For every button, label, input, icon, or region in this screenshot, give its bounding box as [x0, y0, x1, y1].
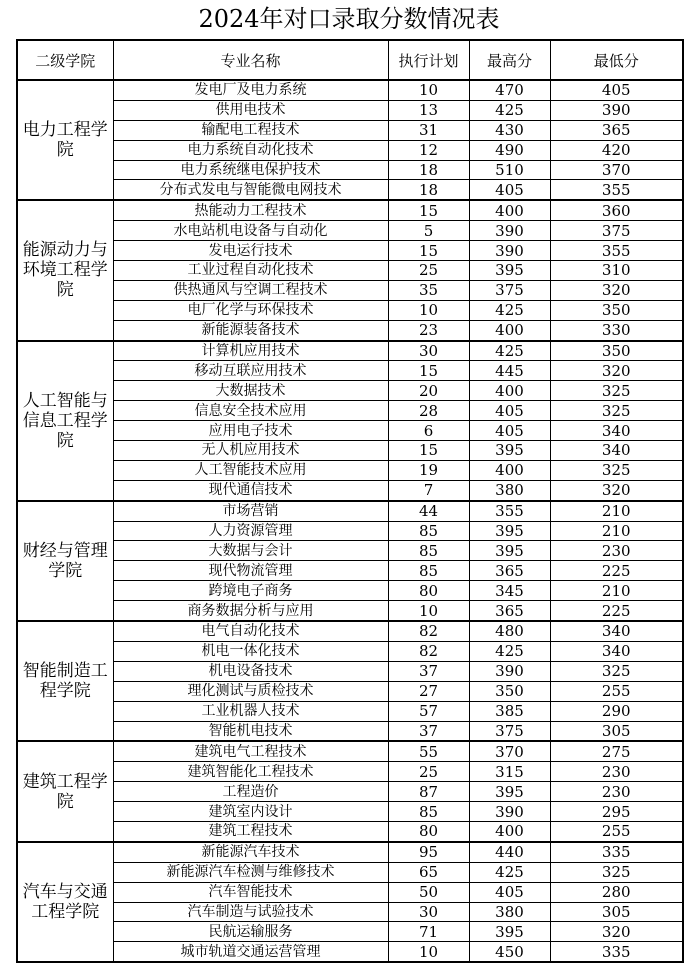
major-cell: 供用电技术: [113, 100, 388, 120]
max-score-cell: 425: [469, 300, 550, 320]
plan-cell: 15: [388, 441, 469, 461]
min-score-cell: 350: [550, 300, 683, 320]
min-score-cell: 335: [550, 842, 683, 862]
table-row: [17, 441, 683, 461]
min-score-cell: 280: [550, 882, 683, 902]
min-score-cell: 370: [550, 160, 683, 180]
min-score-cell: 340: [550, 441, 683, 461]
max-score-cell: 440: [469, 842, 550, 862]
major-cell: 机电设备技术: [113, 661, 388, 681]
min-score-cell: 340: [550, 641, 683, 661]
major-cell: 移动互联应用技术: [113, 361, 388, 381]
min-score-cell: 335: [550, 942, 683, 962]
major-cell: 机电一体化技术: [113, 641, 388, 661]
min-score-cell: 305: [550, 902, 683, 922]
major-cell: 智能机电技术: [113, 721, 388, 741]
max-score-cell: 395: [469, 261, 550, 281]
min-score-cell: 210: [550, 581, 683, 601]
plan-cell: 10: [388, 942, 469, 962]
college-cell: 建筑工程学院: [17, 741, 113, 841]
major-cell: 电力系统继电保护技术: [113, 160, 388, 180]
major-cell: 热能动力工程技术: [113, 200, 388, 220]
plan-cell: 85: [388, 521, 469, 541]
min-score-cell: 375: [550, 221, 683, 241]
table-row: [17, 922, 683, 942]
max-score-cell: 380: [469, 480, 550, 500]
min-score-cell: 295: [550, 802, 683, 822]
max-score-cell: 375: [469, 721, 550, 741]
max-score-cell: 395: [469, 922, 550, 942]
major-cell: 无人机应用技术: [113, 441, 388, 461]
table-row: [17, 621, 683, 641]
max-score-cell: 390: [469, 241, 550, 261]
major-cell: 新能源汽车检测与维修技术: [113, 862, 388, 882]
table-row: [17, 821, 683, 841]
major-cell: 城市轨道交通运营管理: [113, 942, 388, 962]
table-row: [17, 661, 683, 681]
plan-cell: 35: [388, 280, 469, 300]
plan-cell: 85: [388, 802, 469, 822]
min-score-cell: 210: [550, 501, 683, 521]
min-score-cell: 210: [550, 521, 683, 541]
major-cell: 水电站机电设备与自动化: [113, 221, 388, 241]
major-cell: 建筑室内设计: [113, 802, 388, 822]
major-cell: 新能源装备技术: [113, 320, 388, 340]
min-score-cell: 305: [550, 721, 683, 741]
table-row: [17, 100, 683, 120]
min-score-cell: 360: [550, 200, 683, 220]
max-score-cell: 395: [469, 541, 550, 561]
major-cell: 信息安全技术应用: [113, 401, 388, 421]
major-cell: 大数据技术: [113, 381, 388, 401]
table-row: [17, 120, 683, 140]
major-cell: 建筑智能化工程技术: [113, 762, 388, 782]
table-row: [17, 200, 683, 220]
plan-cell: 6: [388, 421, 469, 441]
max-score-cell: 510: [469, 160, 550, 180]
plan-cell: 37: [388, 721, 469, 741]
max-score-cell: 315: [469, 762, 550, 782]
header-college: 二级学院: [17, 40, 113, 80]
college-cell: 电力工程学院: [17, 80, 113, 200]
plan-cell: 18: [388, 180, 469, 200]
header-max-score: 最高分: [469, 40, 550, 80]
table-row: [17, 782, 683, 802]
plan-cell: 80: [388, 821, 469, 841]
major-cell: 电气自动化技术: [113, 621, 388, 641]
min-score-cell: 365: [550, 120, 683, 140]
max-score-cell: 355: [469, 501, 550, 521]
max-score-cell: 370: [469, 741, 550, 761]
plan-cell: 7: [388, 480, 469, 500]
max-score-cell: 425: [469, 100, 550, 120]
plan-cell: 87: [388, 782, 469, 802]
header-major: 专业名称: [113, 40, 388, 80]
major-cell: 市场营销: [113, 501, 388, 521]
major-cell: 电厂化学与环保技术: [113, 300, 388, 320]
max-score-cell: 395: [469, 782, 550, 802]
major-cell: 大数据与会计: [113, 541, 388, 561]
major-cell: 分布式发电与智能微电网技术: [113, 180, 388, 200]
plan-cell: 65: [388, 862, 469, 882]
college-cell: 财经与管理学院: [17, 501, 113, 621]
min-score-cell: 390: [550, 100, 683, 120]
plan-cell: 31: [388, 120, 469, 140]
table-row: [17, 802, 683, 822]
plan-cell: 57: [388, 701, 469, 721]
min-score-cell: 290: [550, 701, 683, 721]
table-row: [17, 701, 683, 721]
plan-cell: 85: [388, 561, 469, 581]
admission-score-table: [16, 39, 684, 963]
table-row: [17, 581, 683, 601]
max-score-cell: 395: [469, 521, 550, 541]
major-cell: 工程造价: [113, 782, 388, 802]
plan-cell: 37: [388, 661, 469, 681]
plan-cell: 18: [388, 160, 469, 180]
min-score-cell: 325: [550, 460, 683, 480]
table-row: [17, 341, 683, 361]
table-row: [17, 561, 683, 581]
college-cell: 智能制造工程学院: [17, 621, 113, 741]
plan-cell: 15: [388, 200, 469, 220]
major-cell: 理化测试与质检技术: [113, 681, 388, 701]
table-row: [17, 480, 683, 500]
plan-cell: 15: [388, 361, 469, 381]
max-score-cell: 400: [469, 381, 550, 401]
plan-cell: 82: [388, 621, 469, 641]
major-cell: 工业过程自动化技术: [113, 261, 388, 281]
max-score-cell: 345: [469, 581, 550, 601]
table-row: [17, 721, 683, 741]
major-cell: 新能源汽车技术: [113, 842, 388, 862]
major-cell: 输配电工程技术: [113, 120, 388, 140]
min-score-cell: 405: [550, 80, 683, 100]
max-score-cell: 430: [469, 120, 550, 140]
max-score-cell: 400: [469, 821, 550, 841]
min-score-cell: 325: [550, 381, 683, 401]
major-cell: 建筑电气工程技术: [113, 741, 388, 761]
plan-cell: 20: [388, 381, 469, 401]
plan-cell: 10: [388, 601, 469, 621]
min-score-cell: 340: [550, 621, 683, 641]
max-score-cell: 490: [469, 140, 550, 160]
min-score-cell: 275: [550, 741, 683, 761]
table-row: [17, 80, 683, 100]
plan-cell: 71: [388, 922, 469, 942]
table-row: [17, 320, 683, 340]
min-score-cell: 230: [550, 541, 683, 561]
page-title: 2024年对口录取分数情况表: [198, 5, 500, 33]
major-cell: 电力系统自动化技术: [113, 140, 388, 160]
table-row: [17, 421, 683, 441]
table-row: [17, 641, 683, 661]
max-score-cell: 425: [469, 341, 550, 361]
table-header-row: [17, 40, 683, 80]
max-score-cell: 445: [469, 361, 550, 381]
min-score-cell: 225: [550, 561, 683, 581]
table-row: [17, 180, 683, 200]
max-score-cell: 405: [469, 882, 550, 902]
major-cell: 应用电子技术: [113, 421, 388, 441]
max-score-cell: 350: [469, 681, 550, 701]
plan-cell: 10: [388, 80, 469, 100]
max-score-cell: 450: [469, 942, 550, 962]
max-score-cell: 405: [469, 180, 550, 200]
plan-cell: 25: [388, 762, 469, 782]
major-cell: 跨境电子商务: [113, 581, 388, 601]
table-row: [17, 762, 683, 782]
min-score-cell: 320: [550, 922, 683, 942]
plan-cell: 50: [388, 882, 469, 902]
table-row: [17, 842, 683, 862]
table-row: [17, 902, 683, 922]
table-row: [17, 401, 683, 421]
min-score-cell: 355: [550, 180, 683, 200]
college-cell: 汽车与交通工程学院: [17, 842, 113, 962]
table-row: [17, 521, 683, 541]
table-row: [17, 942, 683, 962]
major-cell: 现代物流管理: [113, 561, 388, 581]
plan-cell: 80: [388, 581, 469, 601]
plan-cell: 28: [388, 401, 469, 421]
major-cell: 发电运行技术: [113, 241, 388, 261]
plan-cell: 19: [388, 460, 469, 480]
plan-cell: 85: [388, 541, 469, 561]
table-row: [17, 541, 683, 561]
major-cell: 工业机器人技术: [113, 701, 388, 721]
plan-cell: 44: [388, 501, 469, 521]
table-body: [17, 80, 683, 962]
plan-cell: 30: [388, 902, 469, 922]
table-row: [17, 361, 683, 381]
max-score-cell: 470: [469, 80, 550, 100]
plan-cell: 30: [388, 341, 469, 361]
min-score-cell: 325: [550, 401, 683, 421]
min-score-cell: 320: [550, 280, 683, 300]
table-row: [17, 221, 683, 241]
min-score-cell: 325: [550, 661, 683, 681]
min-score-cell: 325: [550, 862, 683, 882]
max-score-cell: 365: [469, 561, 550, 581]
plan-cell: 55: [388, 741, 469, 761]
max-score-cell: 375: [469, 280, 550, 300]
max-score-cell: 400: [469, 460, 550, 480]
min-score-cell: 230: [550, 782, 683, 802]
max-score-cell: 365: [469, 601, 550, 621]
min-score-cell: 255: [550, 681, 683, 701]
table-row: [17, 601, 683, 621]
table-row: [17, 681, 683, 701]
max-score-cell: 400: [469, 200, 550, 220]
table-row: [17, 300, 683, 320]
plan-cell: 82: [388, 641, 469, 661]
major-cell: 商务数据分析与应用: [113, 601, 388, 621]
max-score-cell: 385: [469, 701, 550, 721]
max-score-cell: 405: [469, 401, 550, 421]
plan-cell: 27: [388, 681, 469, 701]
table-row: [17, 241, 683, 261]
table-row: [17, 862, 683, 882]
min-score-cell: 310: [550, 261, 683, 281]
table-row: [17, 741, 683, 761]
min-score-cell: 330: [550, 320, 683, 340]
plan-cell: 15: [388, 241, 469, 261]
header-plan: 执行计划: [388, 40, 469, 80]
college-cell: 人工智能与信息工程学院: [17, 341, 113, 501]
max-score-cell: 425: [469, 641, 550, 661]
min-score-cell: 420: [550, 140, 683, 160]
table-row: [17, 140, 683, 160]
min-score-cell: 340: [550, 421, 683, 441]
plan-cell: 5: [388, 221, 469, 241]
min-score-cell: 320: [550, 361, 683, 381]
max-score-cell: 425: [469, 862, 550, 882]
major-cell: 发电厂及电力系统: [113, 80, 388, 100]
max-score-cell: 405: [469, 421, 550, 441]
table-row: [17, 460, 683, 480]
table-row: [17, 501, 683, 521]
major-cell: 人力资源管理: [113, 521, 388, 541]
plan-cell: 95: [388, 842, 469, 862]
table-row: [17, 882, 683, 902]
min-score-cell: 255: [550, 821, 683, 841]
max-score-cell: 390: [469, 221, 550, 241]
table-row: [17, 381, 683, 401]
major-cell: 现代通信技术: [113, 480, 388, 500]
plan-cell: 13: [388, 100, 469, 120]
major-cell: 汽车智能技术: [113, 882, 388, 902]
min-score-cell: 320: [550, 480, 683, 500]
plan-cell: 12: [388, 140, 469, 160]
table-row: [17, 261, 683, 281]
major-cell: 建筑工程技术: [113, 821, 388, 841]
plan-cell: 23: [388, 320, 469, 340]
max-score-cell: 480: [469, 621, 550, 641]
major-cell: 计算机应用技术: [113, 341, 388, 361]
min-score-cell: 225: [550, 601, 683, 621]
min-score-cell: 230: [550, 762, 683, 782]
table-row: [17, 280, 683, 300]
major-cell: 民航运输服务: [113, 922, 388, 942]
plan-cell: 10: [388, 300, 469, 320]
major-cell: 供热通风与空调工程技术: [113, 280, 388, 300]
header-min-score: 最低分: [550, 40, 683, 80]
table-row: [17, 160, 683, 180]
min-score-cell: 355: [550, 241, 683, 261]
max-score-cell: 380: [469, 902, 550, 922]
college-cell: 能源动力与环境工程学院: [17, 200, 113, 340]
major-cell: 人工智能技术应用: [113, 460, 388, 480]
max-score-cell: 395: [469, 441, 550, 461]
min-score-cell: 350: [550, 341, 683, 361]
major-cell: 汽车制造与试验技术: [113, 902, 388, 922]
max-score-cell: 390: [469, 661, 550, 681]
plan-cell: 25: [388, 261, 469, 281]
max-score-cell: 390: [469, 802, 550, 822]
max-score-cell: 400: [469, 320, 550, 340]
